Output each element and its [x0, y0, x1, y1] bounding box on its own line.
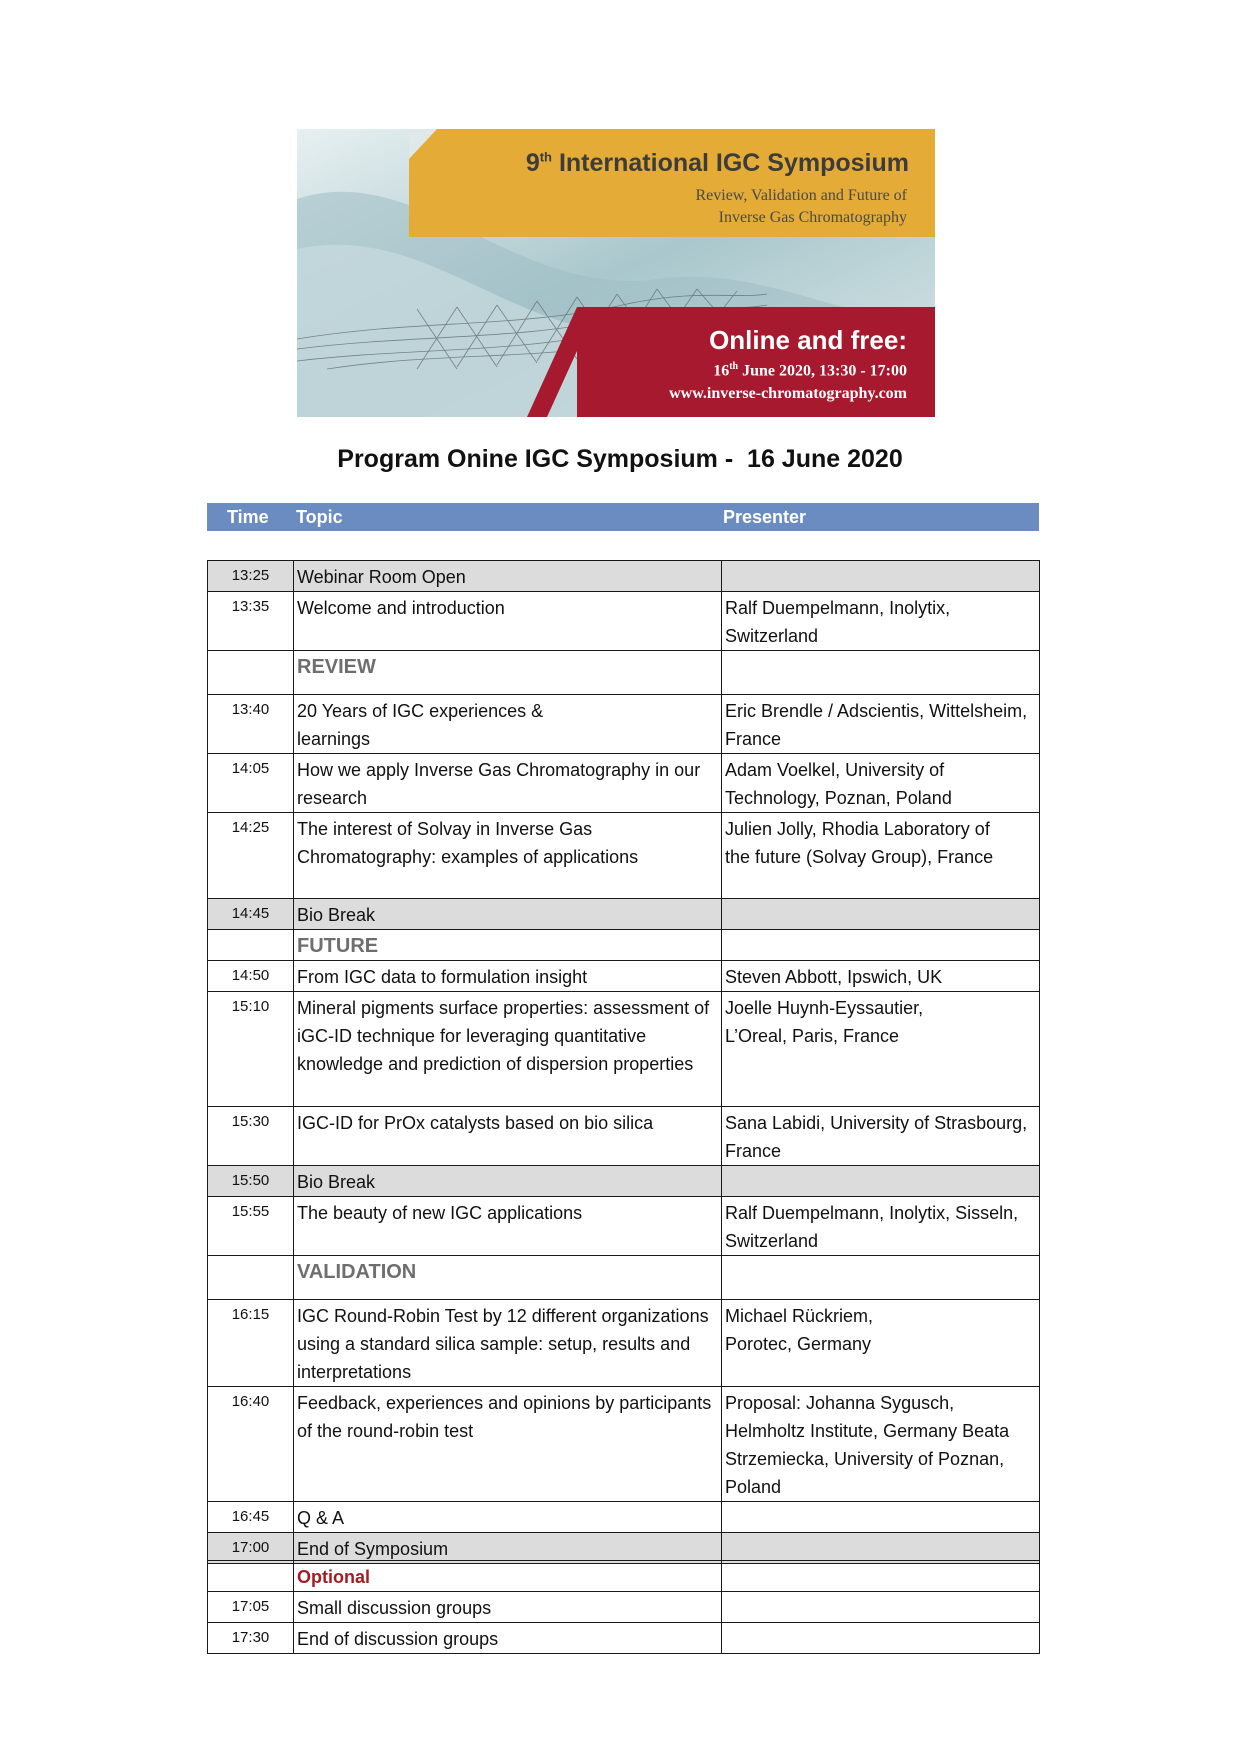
- row-presenter: Steven Abbott, Ipswich, UK: [722, 961, 1040, 992]
- row-topic: Mineral pigments surface properties: assessment of iGC-ID technique for leveraging quantitative knowledge and prediction of dispersion properties: [294, 992, 722, 1107]
- row-topic: From IGC data to formulation insight: [294, 961, 722, 992]
- row-presenter: [722, 651, 1040, 695]
- section-row: [208, 930, 1040, 961]
- section-heading-review: REVIEW: [294, 651, 722, 695]
- table-row: [208, 992, 1040, 1107]
- row-time: 17:00: [208, 1533, 294, 1564]
- row-time: 16:15: [208, 1300, 294, 1387]
- row-time: [208, 651, 294, 695]
- row-topic: Q & A: [294, 1502, 722, 1533]
- banner-title: 9th International IGC Symposium: [525, 149, 909, 177]
- row-topic: The interest of Solvay in Inverse Gas Chromatography: examples of applications: [294, 813, 722, 899]
- section-row: [208, 651, 1040, 695]
- table-row: [208, 592, 1040, 651]
- banner-date: 16th June 2020, 13:30 - 17:00: [713, 361, 907, 380]
- row-presenter: [722, 1256, 1040, 1300]
- row-time: 16:45: [208, 1502, 294, 1533]
- row-topic: IGC-ID for PrOx catalysts based on bio silica: [294, 1107, 722, 1166]
- row-presenter: [722, 930, 1040, 961]
- row-time: 14:25: [208, 813, 294, 899]
- row-presenter: Eric Brendle / Adscientis, Wittelsheim, France: [722, 695, 1040, 754]
- row-presenter: Joelle Huynh-Eyssautier, L’Oreal, Paris, France: [722, 992, 1040, 1107]
- schedule-table: [207, 560, 1040, 1564]
- row-time: 15:10: [208, 992, 294, 1107]
- section-heading-future: FUTURE: [294, 930, 722, 961]
- row-topic: Small discussion groups: [294, 1592, 722, 1623]
- table-row: [208, 695, 1040, 754]
- row-topic: The beauty of new IGC applications: [294, 1197, 722, 1256]
- page-title: Program Onine IGC Symposium - 16 June 2020: [337, 445, 903, 473]
- table-row: [208, 1502, 1040, 1533]
- table-row: [208, 1592, 1040, 1623]
- banner-url: www.inverse-chromatography.com: [669, 385, 907, 402]
- symposium-banner: [297, 129, 935, 417]
- section-heading-optional: Optional: [294, 1561, 722, 1592]
- row-topic: End of Symposium: [294, 1533, 722, 1564]
- row-presenter: [722, 899, 1040, 930]
- row-presenter: Ralf Duempelmann, Inolytix, Sisseln, Switzerland: [722, 1197, 1040, 1256]
- row-time: 17:05: [208, 1592, 294, 1623]
- row-topic: Bio Break: [294, 1166, 722, 1197]
- row-topic: 20 Years of IGC experiences & learnings: [294, 695, 722, 754]
- row-time: 15:30: [208, 1107, 294, 1166]
- row-topic: Feedback, experiences and opinions by participants of the round-robin test: [294, 1387, 722, 1502]
- table-row: [208, 961, 1040, 992]
- row-time: [208, 930, 294, 961]
- row-time: 14:45: [208, 899, 294, 930]
- schedule-header: [207, 503, 1039, 531]
- table-row: [208, 1197, 1040, 1256]
- table-row: [208, 813, 1040, 899]
- row-presenter: Adam Voelkel, University of Technology, Poznan, Poland: [722, 754, 1040, 813]
- row-presenter: Ralf Duempelmann, Inolytix, Switzerland: [722, 592, 1040, 651]
- row-topic: Bio Break: [294, 899, 722, 930]
- section-row: [208, 1256, 1040, 1300]
- row-presenter: [722, 1533, 1040, 1564]
- optional-table: [207, 1560, 1040, 1654]
- banner-subtitle: Review, Validation and Future of Inverse Gas Chromatography: [695, 187, 907, 226]
- table-row: [208, 1623, 1040, 1654]
- row-presenter: Julien Jolly, Rhodia Laboratory of the future (Solvay Group), France: [722, 813, 1040, 899]
- header-time: Time: [227, 507, 269, 527]
- table-row: [208, 1300, 1040, 1387]
- row-time: 15:50: [208, 1166, 294, 1197]
- row-time: 13:25: [208, 561, 294, 592]
- header-topic: Topic: [296, 507, 343, 527]
- row-topic: Webinar Room Open: [294, 561, 722, 592]
- table-row: [208, 899, 1040, 930]
- row-topic: How we apply Inverse Gas Chromatography in our research: [294, 754, 722, 813]
- row-topic: IGC Round-Robin Test by 12 different organizations using a standard silica sample: setup, results and interpretations: [294, 1300, 722, 1387]
- row-time: 14:50: [208, 961, 294, 992]
- row-presenter: Proposal: Johanna Sygusch, Helmholtz Institute, Germany Beata Strzemiecka, University of Poznan, Poland: [722, 1387, 1040, 1502]
- row-presenter: [722, 1592, 1040, 1623]
- row-presenter: Michael Rückriem, Porotec, Germany: [722, 1300, 1040, 1387]
- row-time: 14:05: [208, 754, 294, 813]
- section-heading-validation: VALIDATION: [294, 1256, 722, 1300]
- header-presenter: Presenter: [723, 507, 807, 527]
- section-row: [208, 1561, 1040, 1592]
- row-topic: Welcome and introduction: [294, 592, 722, 651]
- row-time: 16:40: [208, 1387, 294, 1502]
- table-row: [208, 1166, 1040, 1197]
- row-presenter: [722, 561, 1040, 592]
- table-row: [208, 561, 1040, 592]
- row-time: 15:55: [208, 1197, 294, 1256]
- table-row: [208, 1533, 1040, 1564]
- table-row: [208, 1387, 1040, 1502]
- row-time: 13:40: [208, 695, 294, 754]
- row-presenter: Sana Labidi, University of Strasbourg, France: [722, 1107, 1040, 1166]
- row-presenter: [722, 1502, 1040, 1533]
- row-time: [208, 1256, 294, 1300]
- table-row: [208, 1107, 1040, 1166]
- row-time: 13:35: [208, 592, 294, 651]
- row-presenter: [722, 1623, 1040, 1654]
- row-time: 17:30: [208, 1623, 294, 1654]
- row-topic: End of discussion groups: [294, 1623, 722, 1654]
- row-presenter: [722, 1166, 1040, 1197]
- banner-online-label: Online and free:: [709, 325, 907, 355]
- table-row: [208, 754, 1040, 813]
